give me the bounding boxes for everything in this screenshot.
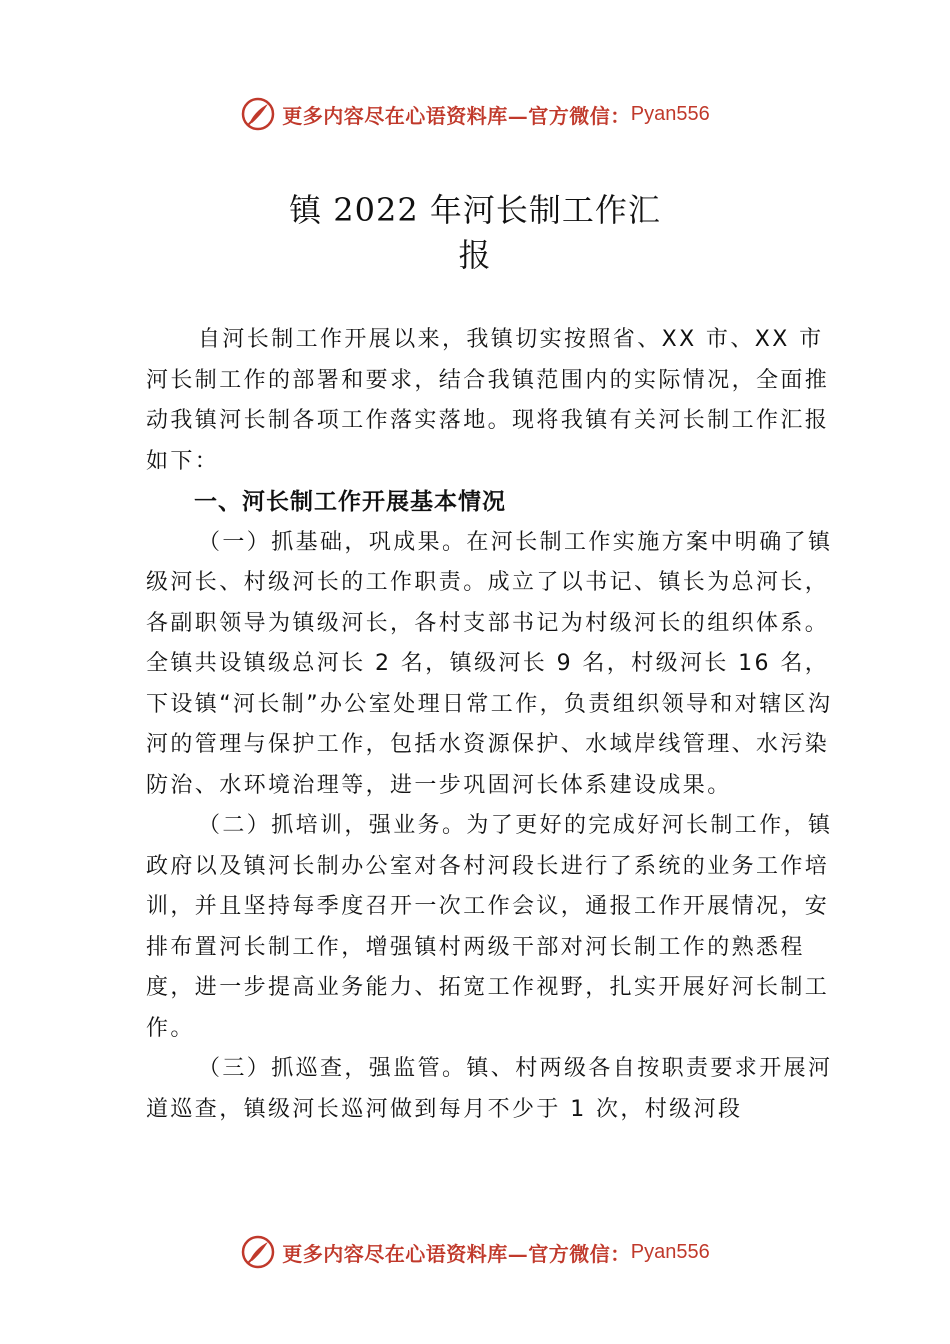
paragraph-1: （一）抓基础，巩成果。在河长制工作实施方案中明确了镇级河长、村级河长的工作职责。成立了以书记、镇长为总河长，各副职领导为镇级河长，各村支部书记为村级河长的组织体系。全镇共设镇级总河长 2 名，镇级河长 9 名，村级河长 16 名，下设镇“河长制”办公室处理日常工作，负责组织领导和对辖区沟河的管理与保护工作，包括水资源保护、水域岸线管理、水污染防治、水环境治理等，进一步巩固河长体系建设成果。 (146, 529, 833, 798)
quill-logo-icon (240, 96, 276, 132)
banner-wechat-id: Pyan556 (630, 102, 710, 125)
intro-paragraph: 自河长制工作开展以来，我镇切实按照省、XX 市、XX 市河长制工作的部署和要求，结合我镇范围内的实际情况，全面推动我镇河长制各项工作落实落地。现将我镇有关河长制工作汇报如下： (146, 327, 830, 474)
title-line-2: 报 (458, 236, 492, 274)
title-line-1: 镇 2022 年河长制工作汇 (289, 191, 661, 229)
banner-text: 更多内容尽在心语资料库—官方微信： (282, 103, 631, 128)
banner-text: 更多内容尽在心语资料库—官方微信： (282, 1241, 631, 1266)
footer-banner (0, 1232, 950, 1272)
quill-logo-icon (240, 1234, 276, 1270)
header-banner (0, 94, 950, 134)
banner-wechat-id: Pyan556 (630, 1240, 710, 1263)
document-body (146, 320, 836, 1130)
document-title (0, 188, 950, 278)
paragraph-3: （三）抓巡查，强监管。镇、村两级各自按职责要求开展河道巡查，镇级河长巡河做到每月不少于 1 次，村级河段 (146, 1056, 833, 1122)
paragraph-2: （二）抓培训，强业务。为了更好的完成好河长制工作，镇政府以及镇河长制办公室对各村河段长进行了系统的业务工作培训，并且坚持每季度召开一次工作会议，通报工作开展情况，安排布置河长制工作，增强镇村两级干部对河长制工作的熟悉程度，进一步提高业务能力、拓宽工作视野，扎实开展好河长制工作。 (146, 813, 833, 1041)
section-heading: 一、河长制工作开展基本情况 (194, 489, 506, 515)
